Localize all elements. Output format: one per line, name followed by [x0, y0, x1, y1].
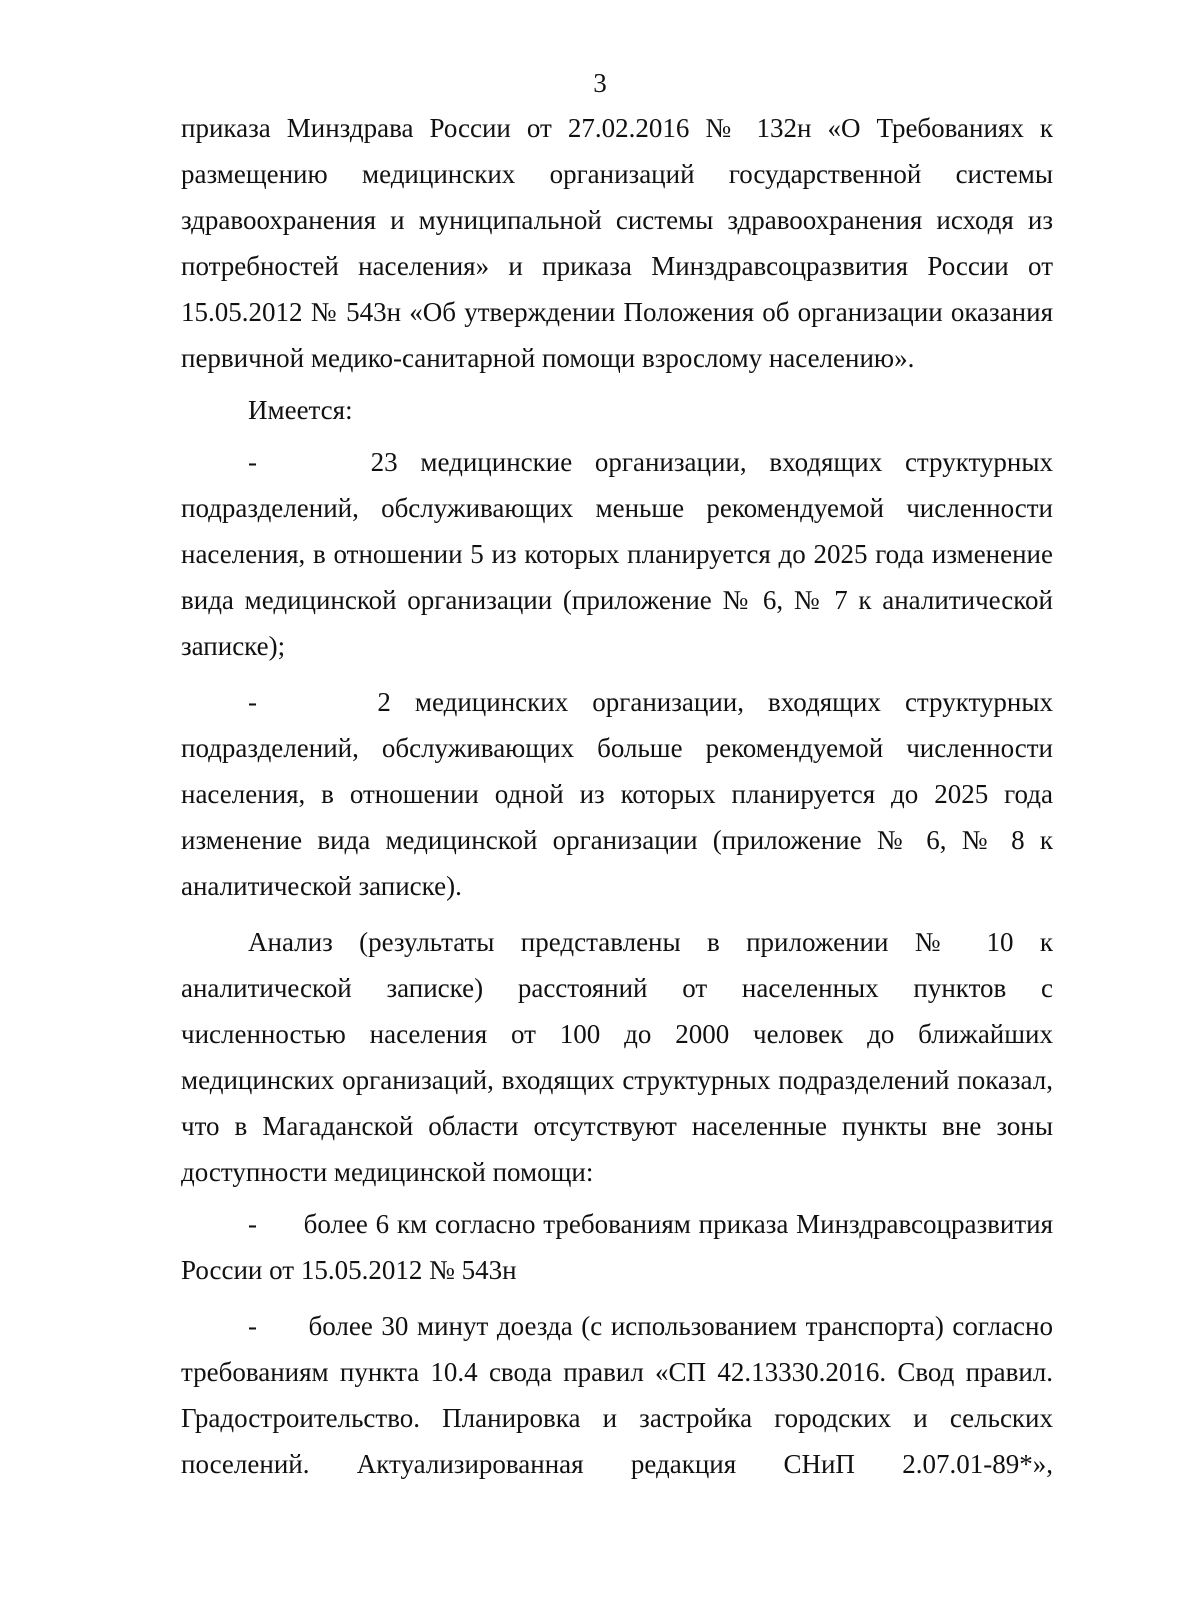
list-item-distance-6km: - более 6 км согласно требованиям приказа Минздравсоцразвития России от 15.05.2012 № 543н — [181, 1209, 1053, 1285]
paragraph-available: Имеется: — [248, 395, 353, 425]
page-number: 3 — [593, 68, 607, 98]
document-body — [181, 105, 1053, 1487]
paragraph-order-reference: приказа Минздрава России от 27.02.2016 № 132н «О Требованиях к размещению медицинских организаций государственной системы здравоохранения и муниципальной системы здравоохранения исходя из потребностей населения» и приказа Минздравсоцразвития России от 15.05.2012 № 543н «Об утверждении Положения об организации оказания первичной медико-санитарной помощи взрослому населению». — [181, 113, 1053, 373]
list-item-30-minutes: - более 30 минут доезда (с использованием транспорта) согласно требованиям пункта 10.4 свода правил «СП 42.13330.2016. Свод правил. Градостроительство. Планировка и застройка городских и сельских поселений. Актуализированная редакция СНиП 2.07.01-89*», — [181, 1311, 1053, 1479]
list-item-more-population: - 2 медицинских организации, входящих структурных подразделений, обслуживающих больше рекомендуемой численности населения, в отношении одной из которых планируется до 2025 года изменение вида медицинской организации (приложение № 6, № 8 к аналитической записке). — [181, 687, 1053, 901]
paragraph-analysis: Анализ (результаты представлены в приложении № 10 к аналитической записке) расстояний от населенных пунктов с численностью населения от 100 до 2000 человек до ближайших медицинских организаций, входящих структурных подразделений показал, что в Магаданской области отсутствуют населенные пункты вне зоны доступности медицинской помощи: — [181, 927, 1053, 1187]
list-item-fewer-population: - 23 медицинские организации, входящих структурных подразделений, обслуживающих меньше рекомендуемой численности населения, в отношении 5 из которых планируется до 2025 года изменение вида медицинской организации (приложение № 6, № 7 к аналитической записке); — [181, 447, 1053, 661]
